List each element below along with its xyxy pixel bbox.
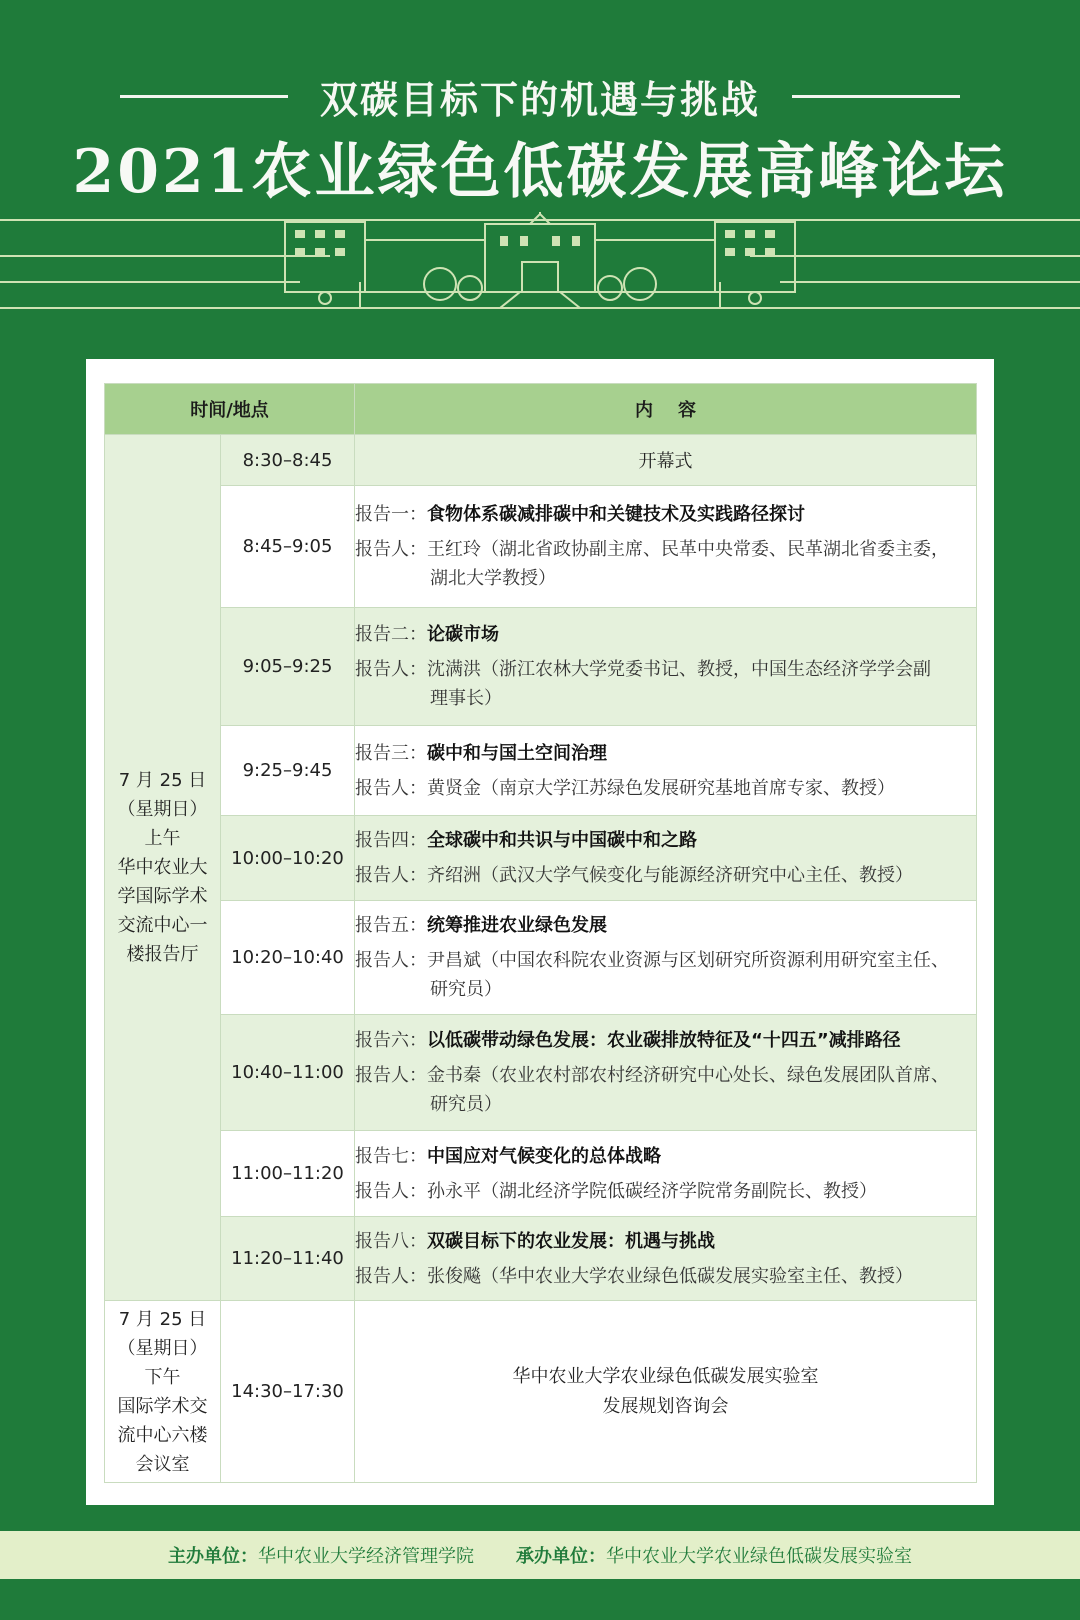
table-header-row — [105, 384, 977, 435]
report-cell — [355, 1217, 977, 1301]
table-row — [105, 1301, 977, 1483]
morning-location-line: 上午 — [144, 828, 181, 849]
time-cell: 10:20–10:40 — [221, 901, 355, 1015]
speaker-label: 报告人： — [355, 950, 428, 971]
time-cell: 9:05–9:25 — [221, 608, 355, 726]
report-title: 食物体系碳减排碳中和关键技术及实践路径探讨 — [427, 504, 806, 525]
report-cell — [355, 486, 977, 608]
report-label: 报告七： — [355, 1145, 428, 1167]
speaker-label: 报告人： — [355, 659, 428, 680]
report-cell — [355, 1015, 977, 1131]
speaker-label: 报告人： — [355, 539, 428, 560]
speaker: 金书秦（农业农村部农村经济研究中心处长、绿色发展团队首席、 — [427, 1065, 950, 1086]
report-title: 碳中和与国土空间治理 — [427, 742, 608, 764]
report-title: 统筹推进农业绿色发展 — [427, 915, 608, 936]
footer-organizers — [0, 1531, 1080, 1579]
morning-location-line: 华中农业大 — [117, 857, 208, 878]
afternoon-location-line: 下午 — [144, 1366, 181, 1388]
time-cell: 11:00–11:20 — [221, 1131, 355, 1217]
speaker-label: 报告人： — [355, 1180, 428, 1202]
time-cell: 8:30–8:45 — [221, 435, 355, 486]
table-row — [105, 1217, 977, 1301]
speaker-continued: 理事长） — [430, 688, 503, 709]
time-cell: 9:25–9:45 — [221, 726, 355, 816]
speaker-continued: 研究员） — [430, 979, 503, 1000]
header — [0, 0, 1080, 340]
speaker-label: 报告人： — [355, 865, 428, 886]
speaker-continued: 湖北大学教授） — [430, 568, 557, 589]
speaker: 沈满洪（浙江农林大学党委书记、教授，中国生态经济学学会副 — [427, 659, 932, 680]
header-content: 内 容 — [355, 384, 977, 435]
afternoon-location-line: 会议室 — [135, 1453, 190, 1475]
report-label: 报告一： — [355, 504, 428, 525]
subtitle: 双碳目标下的机遇与挑战 — [319, 77, 760, 122]
speaker-continued: 研究员） — [430, 1094, 503, 1115]
table-row — [105, 435, 977, 486]
afternoon-content-line: 华中农业大学农业绿色低碳发展实验室 — [512, 1365, 819, 1387]
afternoon-content-line: 发展规划咨询会 — [602, 1395, 729, 1417]
speaker: 孙永平（湖北经济学院低碳经济学院常务副院长、教授） — [427, 1180, 878, 1202]
table-row — [105, 608, 977, 726]
report-label: 报告二： — [355, 624, 428, 645]
table-row — [105, 486, 977, 608]
host-label: 主办单位： — [168, 1546, 258, 1567]
page-title: 2021农业绿色低碳发展高峰论坛 — [72, 137, 1008, 207]
schedule-table — [104, 383, 977, 1483]
report-label: 报告六： — [355, 1030, 428, 1051]
host-organization: 华中农业大学经济管理学院 — [258, 1546, 474, 1567]
report-cell — [355, 816, 977, 901]
table-row — [105, 1015, 977, 1131]
morning-location — [105, 435, 221, 1301]
campus-building-illustration — [0, 212, 1080, 322]
header-time-location: 时间/地点 — [105, 384, 355, 435]
afternoon-location-line: 流中心六楼 — [117, 1424, 208, 1446]
report-label: 报告八： — [355, 1230, 428, 1252]
morning-location-line: 交流中心一 — [117, 915, 208, 936]
report-title: 全球碳中和共识与中国碳中和之路 — [427, 830, 698, 851]
report-title: 论碳市场 — [427, 624, 500, 645]
speaker: 尹昌斌（中国农科院农业资源与区划研究所资源利用研究室主任、 — [427, 950, 950, 971]
report-label: 报告四： — [355, 830, 428, 851]
report-cell — [355, 608, 977, 726]
time-cell: 10:40–11:00 — [221, 1015, 355, 1131]
afternoon-content — [355, 1301, 977, 1483]
report-title: 双碳目标下的农业发展：机遇与挑战 — [427, 1230, 716, 1252]
report-cell — [355, 901, 977, 1015]
speaker: 黄贤金（南京大学江苏绿色发展研究基地首席专家、教授） — [427, 777, 896, 799]
afternoon-location-line: 7 月 25 日 — [118, 1308, 207, 1330]
time-cell: 10:00–10:20 — [221, 816, 355, 901]
speaker-label: 报告人： — [355, 1065, 428, 1086]
report-cell — [355, 726, 977, 816]
morning-location-line: （星期日） — [117, 799, 208, 820]
speaker: 齐绍洲（武汉大学气候变化与能源经济研究中心主任、教授） — [427, 865, 914, 886]
morning-location-line: 楼报告厅 — [126, 944, 199, 965]
report-title: 中国应对气候变化的总体战略 — [427, 1145, 662, 1167]
afternoon-location-line: 国际学术交 — [117, 1395, 208, 1417]
organizer-label: 承办单位： — [516, 1546, 606, 1567]
table-row — [105, 816, 977, 901]
opening-ceremony: 开幕式 — [355, 435, 977, 486]
table-row — [105, 901, 977, 1015]
report-label: 报告五： — [355, 915, 428, 936]
report-label: 报告三： — [355, 742, 428, 764]
afternoon-location-line: （星期日） — [117, 1337, 208, 1359]
subtitle-left-line — [120, 95, 288, 98]
morning-location-line: 7 月 25 日 — [118, 770, 207, 791]
speaker-label: 报告人： — [355, 1265, 428, 1287]
table-row — [105, 726, 977, 816]
report-cell — [355, 1131, 977, 1217]
speaker-label: 报告人： — [355, 777, 428, 799]
schedule-card — [86, 359, 994, 1505]
time-cell: 14:30–17:30 — [221, 1301, 355, 1483]
subtitle-right-line — [792, 95, 960, 98]
morning-location-line: 学国际学术 — [117, 886, 208, 907]
table-row — [105, 1131, 977, 1217]
report-title: 以低碳带动绿色发展：农业碳排放特征及“十四五”减排路径 — [427, 1030, 901, 1051]
time-cell: 8:45–9:05 — [221, 486, 355, 608]
afternoon-location — [105, 1301, 221, 1483]
time-cell: 11:20–11:40 — [221, 1217, 355, 1301]
subtitle-row — [0, 68, 1080, 124]
organizer-organization: 华中农业大学农业绿色低碳发展实验室 — [606, 1546, 912, 1567]
speaker: 王红玲（湖北省政协副主席、民革中央常委、民革湖北省委主委， — [427, 539, 950, 560]
speaker: 张俊飚（华中农业大学农业绿色低碳发展实验室主任、教授） — [427, 1265, 914, 1287]
